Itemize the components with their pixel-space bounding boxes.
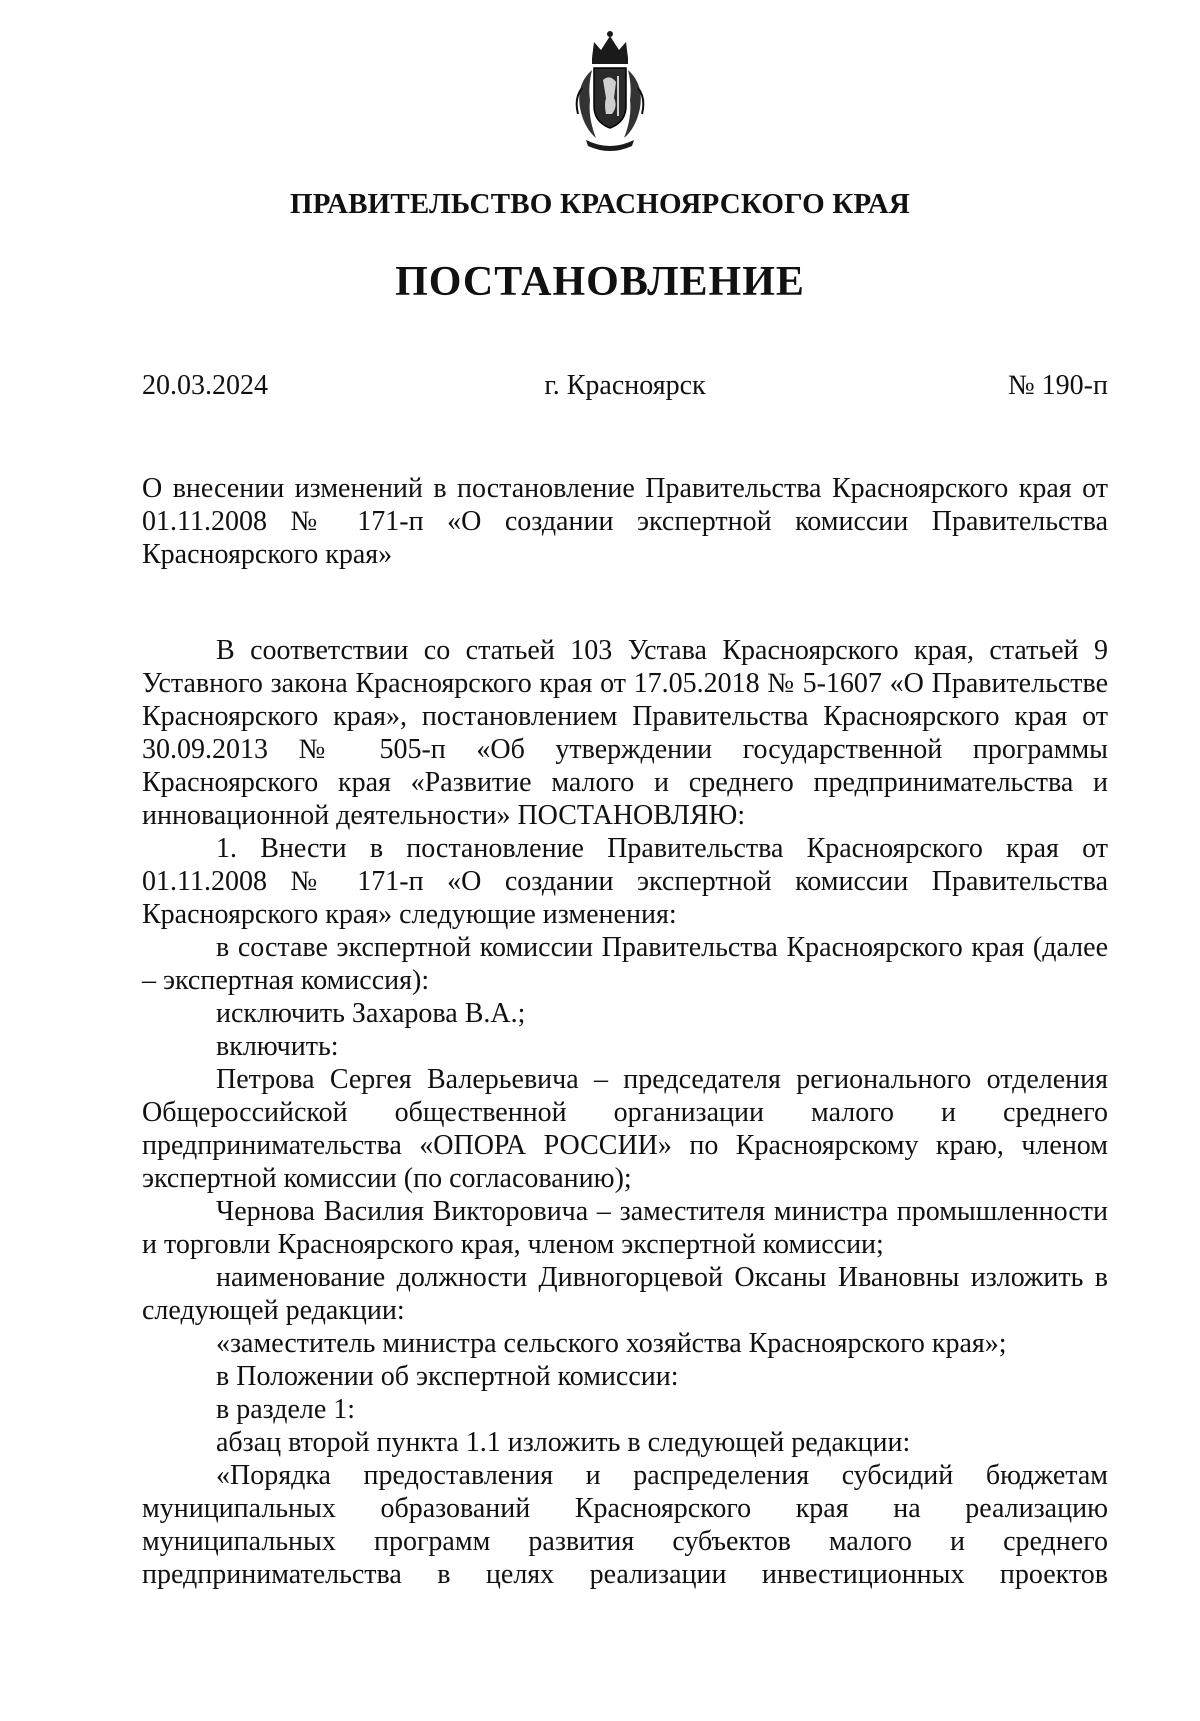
document-number: № 190-п [1007, 370, 1108, 401]
body-paragraph: Петрова Сергея Валерьевича – председателя регионального отделения Общероссийской общественной организации малого и среднего предпринимательства «ОПОРА РОССИИ» по Красноярскому краю, членом экспертной комиссии (по согласованию); [142, 1064, 1108, 1194]
organization-title: ПРАВИТЕЛЬСТВО КРАСНОЯРСКОГО КРАЯ [289, 188, 911, 220]
body-paragraph: «Порядка предоставления и распределения субсидий бюджетам муниципальных образований Красноярского края на реализацию муниципальных программ развития субъектов малого и среднего предпринимательства в целях реализации инвестиционных проектов [142, 1460, 1108, 1590]
body-paragraph: в Положении об экспертной комиссии: [216, 1361, 679, 1392]
document-meta-row [142, 370, 1108, 406]
coat-of-arms-icon [570, 28, 650, 156]
document-type-title: ПОСТАНОВЛЕНИЕ [395, 259, 805, 305]
document-body [142, 634, 1108, 1591]
body-paragraph: в составе экспертной комиссии Правительства Красноярского края (далее – экспертная комиссия): [142, 932, 1108, 996]
document-subject: О внесении изменений в постановление Правительства Красноярского края от 01.11.2008 № 171-п «О создании экспертной комиссии Правительства Красноярского края» [142, 473, 1108, 570]
document-city: г. Красноярск [544, 370, 706, 401]
body-paragraph: 1. Внести в постановление Правительства Красноярского края от 01.11.2008 № 171-п «О создании экспертной комиссии Правительства Красноярского края» следующие изменения: [142, 833, 1108, 930]
body-paragraph: наименование должности Дивногорцевой Оксаны Ивановны изложить в следующей редакции: [142, 1262, 1108, 1326]
body-paragraph: включить: [216, 1031, 339, 1062]
body-paragraph: исключить Захарова В.А.; [216, 998, 526, 1029]
body-paragraph: Чернова Василия Викторовича – заместителя министра промышленности и торговли Красноярского края, членом экспертной комиссии; [142, 1196, 1108, 1260]
body-paragraph: В соответствии со статьей 103 Устава Красноярского края, статьей 9 Уставного закона Красноярского края от 17.05.2018 № 5-1607 «О Правительстве Красноярского края», постановлением Правительства Красноярского края от 30.09.2013 № 505-п «Об утверждении государственной программы Красноярского края «Развитие малого и среднего предпринимательства и инновационной деятельности» ПОСТАНОВЛЯЮ: [142, 635, 1108, 831]
document-date: 20.03.2024 [142, 370, 268, 401]
body-paragraph: в разделе 1: [216, 1394, 356, 1425]
body-paragraph: абзац второй пункта 1.1 изложить в следующей редакции: [216, 1427, 911, 1458]
body-paragraph: «заместитель министра сельского хозяйства Красноярского края»; [216, 1328, 1007, 1359]
